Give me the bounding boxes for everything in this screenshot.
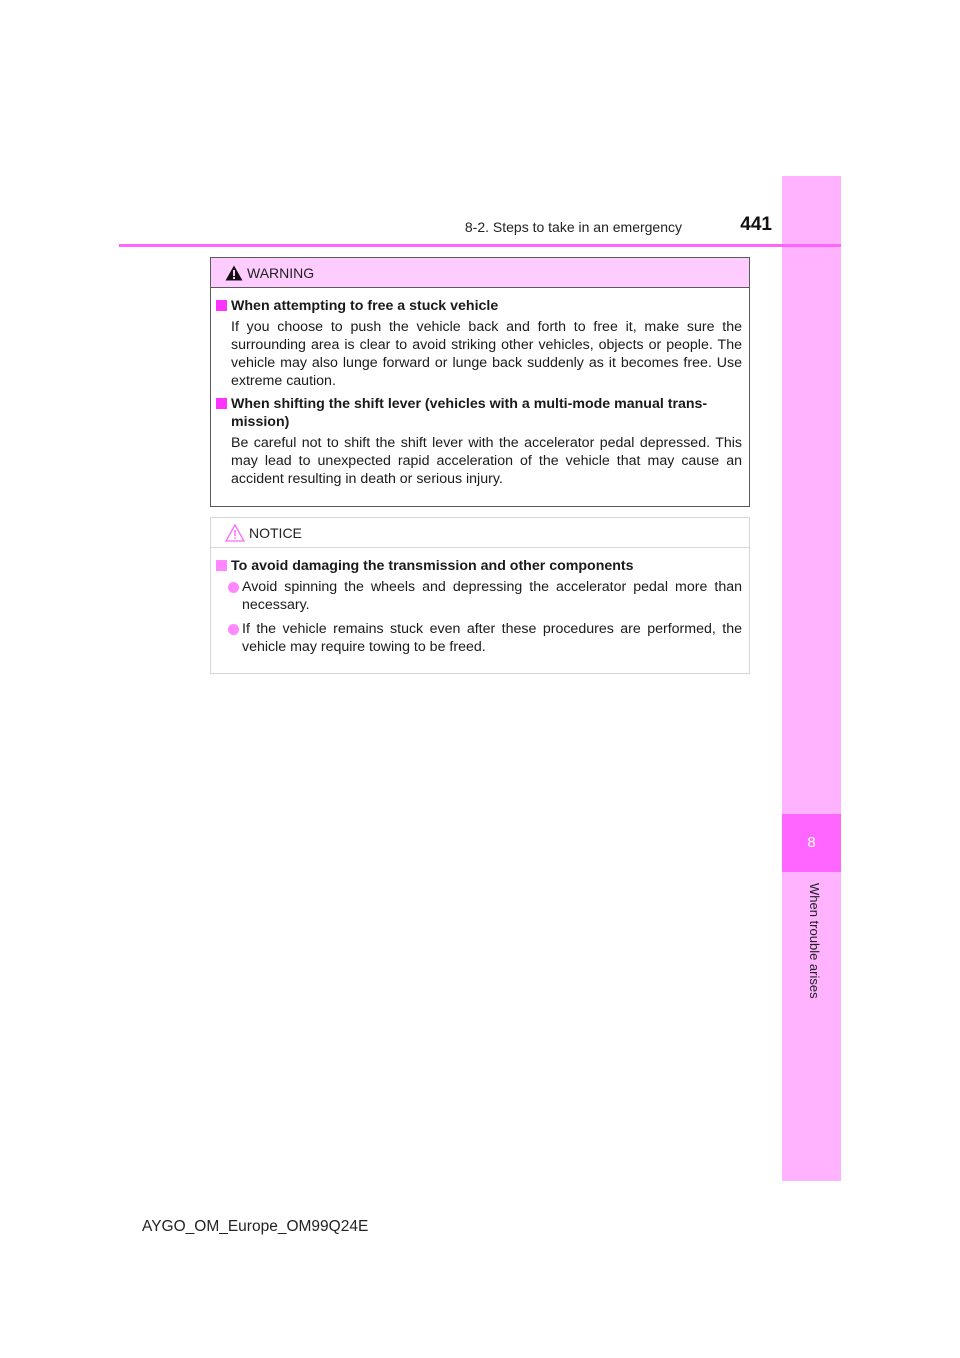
notice-header bbox=[211, 518, 749, 548]
warning-header bbox=[211, 258, 749, 288]
warning-item-body: Be careful not to shift the shift lever with the accelerator pedal depressed. This may lead to unexpected rapid acceleration of the vehicle that may cause an accident resulting in death or serious injury. bbox=[231, 435, 742, 487]
page-number: 441 bbox=[740, 214, 772, 235]
header-divider bbox=[119, 244, 841, 247]
warning-item-heading: When attempting to free a stuck vehicle bbox=[216, 297, 742, 315]
document-code: AYGO_OM_Europe_OM99Q24E bbox=[142, 1218, 369, 1235]
warning-item-body: If you choose to push the vehicle back and forth to free it, make sure the surrounding area is clear to avoid striking other vehicles, objects or people. The vehicle may also lunge forward or lunge back suddenly as it becomes free. Use extreme caution. bbox=[231, 319, 742, 389]
round-bullet-icon bbox=[228, 624, 239, 635]
square-bullet-icon bbox=[216, 398, 227, 409]
caution-triangle-icon bbox=[225, 524, 245, 542]
chapter-number-tab: 8 bbox=[782, 814, 841, 872]
notice-box bbox=[210, 517, 750, 674]
square-bullet-icon bbox=[216, 560, 227, 571]
warning-item-heading: When shifting the shift lever (vehicles with a multi-mode manual trans-mission) bbox=[216, 395, 742, 431]
chapter-label: When trouble arises bbox=[807, 883, 822, 999]
notice-bullet: If the vehicle remains stuck even after these procedures are performed, the vehicle may require towing to be freed. bbox=[216, 620, 742, 656]
square-bullet-icon bbox=[216, 300, 227, 311]
section-title: 8-2. Steps to take in an emergency bbox=[464, 219, 682, 235]
notice-item-heading: To avoid damaging the transmission and other components bbox=[216, 557, 742, 575]
warning-box bbox=[210, 257, 750, 507]
round-bullet-icon bbox=[228, 582, 239, 593]
warning-triangle-icon bbox=[225, 265, 243, 281]
warning-title: WARNING bbox=[247, 264, 315, 281]
notice-bullet: Avoid spinning the wheels and depressing the accelerator pedal more than necessary. bbox=[216, 578, 742, 614]
notice-title: NOTICE bbox=[249, 524, 302, 541]
chapter-side-tab bbox=[782, 176, 841, 1181]
